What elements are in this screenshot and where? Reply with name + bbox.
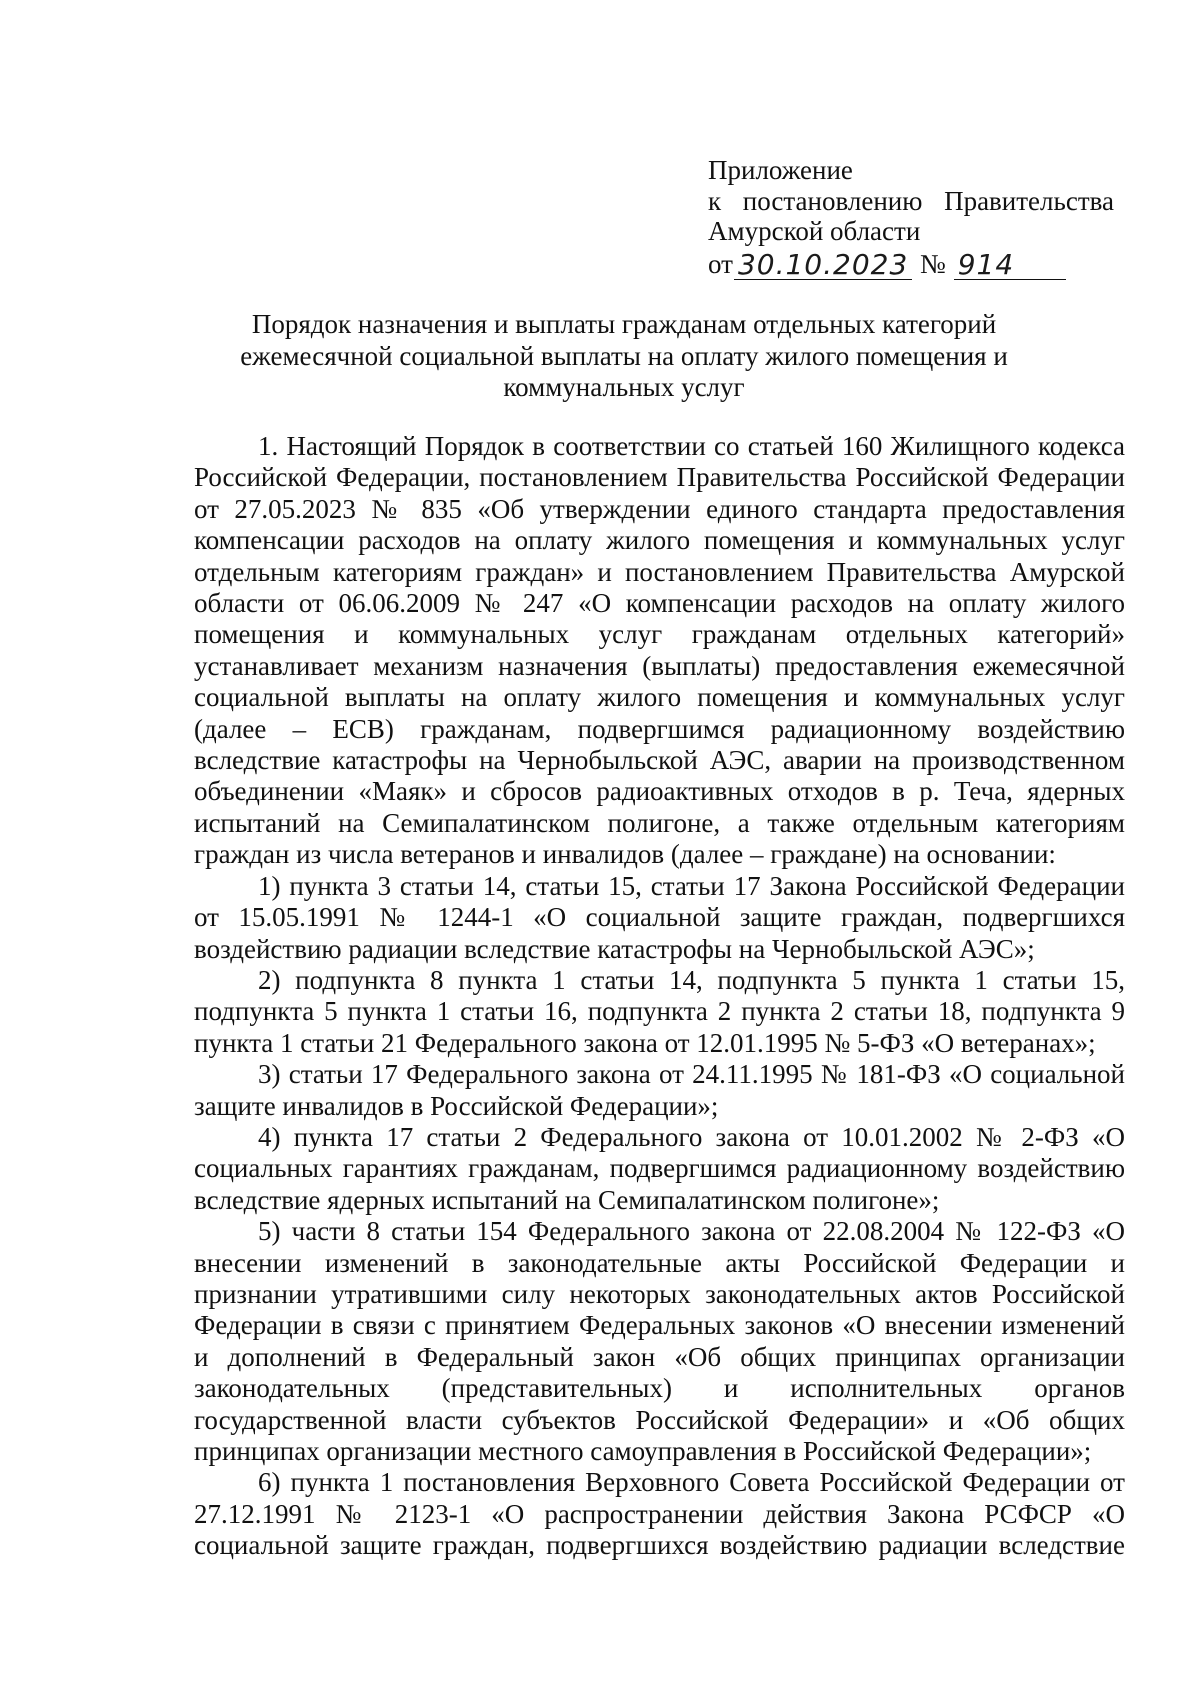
number-sign: № (919, 249, 946, 279)
body-line: социальной выплаты на оплату жилого помещения и коммунальных услуг (194, 682, 1125, 713)
body-line: отдельным категориям граждан» и постановлением Правительства Амурской (194, 556, 1125, 587)
approval-heading: Приложение (708, 155, 853, 185)
body-line: социальных гарантиях гражданам, подвергшимся радиационному воздействию (194, 1153, 1125, 1184)
body-line: компенсации расходов на оплату жилого помещения и коммунальных услуг (194, 525, 1125, 556)
handwritten-number: 914 (957, 247, 1015, 281)
body-line: Российской Федерации, постановлением Правительства Российской Федерации (194, 462, 1125, 493)
body-line: вследствие ядерных испытаний на Семипалатинском полигоне»; (194, 1184, 940, 1215)
body-line: социальной защите граждан, подвергшихся воздействию радиации вследствие (194, 1530, 1125, 1561)
number-field (954, 247, 1066, 281)
body-line: признании утратившими силу некоторых законодательных актов Российской (194, 1278, 1125, 1309)
body-line: устанавливает механизм назначения (выплаты) предоставления ежемесячной (194, 650, 1125, 681)
body-line: 6) пункта 1 постановления Верховного Совета Российской Федерации от (258, 1467, 1125, 1498)
body-line: подпункта 5 пункта 1 статьи 16, подпункта 2 пункта 2 статьи 18, подпункта 9 (194, 996, 1125, 1027)
body-line: испытаний на Семипалатинском полигоне, а также отдельным категориям (194, 807, 1125, 838)
handwritten-date: 30.10.2023 (737, 247, 909, 281)
approval-date-line (708, 247, 1128, 280)
date-prefix: от (708, 249, 733, 279)
body-line: вследствие катастрофы на Чернобыльской АЭС, аварии на производственном (194, 745, 1125, 776)
body-line: от 27.05.2023 № 835 «Об утверждении единого стандарта предоставления (194, 493, 1125, 524)
document-body (194, 431, 1125, 1562)
title-line: ежемесячной социальной выплаты на оплату жилого помещения и (240, 340, 1008, 371)
body-line: принципах организации местного самоуправления в Российской Федерации»; (194, 1436, 1092, 1466)
title-line: коммунальных услуг (503, 372, 745, 402)
body-line: 3) статьи 17 Федерального закона от 24.11.1995 № 181-ФЗ «О социальной (258, 1059, 1125, 1090)
body-line: от 15.05.1991 № 1244-1 «О социальной защите граждан, подвергшихся (194, 902, 1125, 933)
body-line: воздействию радиации вследствие катастрофы на Чернобыльской АЭС»; (194, 933, 1035, 964)
approval-stamp (708, 155, 1128, 280)
body-line: 5) части 8 статьи 154 Федерального закона от 22.08.2004 № 122-ФЗ «О (258, 1216, 1125, 1247)
body-line: и дополнений в Федеральный закон «Об общих принципах организации (194, 1341, 1125, 1372)
body-line: помещения и коммунальных услуг гражданам отдельных категорий» (194, 619, 1125, 650)
body-line: области от 06.06.2009 № 247 «О компенсации расходов на оплату жилого (194, 588, 1125, 619)
body-line: (далее – ЕСВ) гражданам, подвергшимся радиационному воздействию (194, 713, 1125, 744)
body-line: 4) пункта 17 статьи 2 Федерального закона от 10.01.2002 № 2-ФЗ «О (258, 1121, 1125, 1152)
body-line: защите инвалидов в Российской Федерации»; (194, 1090, 719, 1121)
body-line: законодательных (представительных) и исполнительных органов (194, 1373, 1125, 1404)
document-title (200, 309, 1048, 404)
body-line: 1) пункта 3 статьи 14, статьи 15, статьи 17 Закона Российской Федерации (258, 870, 1125, 901)
title-line: Порядок назначения и выплаты гражданам отдельных категорий (251, 309, 997, 339)
body-line: внесении изменений в законодательные акты Российской Федерации и (194, 1247, 1125, 1278)
body-line: объединении «Маяк» и сбросов радиоактивных отходов в р. Теча, ядерных (194, 776, 1125, 807)
body-line: 1. Настоящий Порядок в соответствии со статьей 160 Жилищного кодекса (258, 431, 1125, 461)
body-line: пункта 1 статьи 21 Федерального закона от 12.01.1995 № 5-ФЗ «О ветеранах»; (194, 1027, 1096, 1058)
body-line: 2) подпункта 8 пункта 1 статьи 14, подпункта 5 пункта 1 статьи 15, (258, 964, 1125, 995)
body-line: государственной власти субъектов Российской Федерации» и «Об общих (194, 1404, 1125, 1435)
body-line: Федерации в связи с принятием Федеральных законов «О внесении изменений (194, 1310, 1125, 1341)
date-field (734, 247, 912, 281)
body-line: граждан из числа ветеранов и инвалидов (далее – граждане) на основании: (194, 839, 1056, 870)
approval-resolution: к постановлению Правительства (708, 185, 1114, 216)
body-line: 27.12.1991 № 2123-1 «О распространении действия Закона РСФСР «О (194, 1498, 1125, 1529)
approval-region: Амурской области (708, 216, 921, 246)
